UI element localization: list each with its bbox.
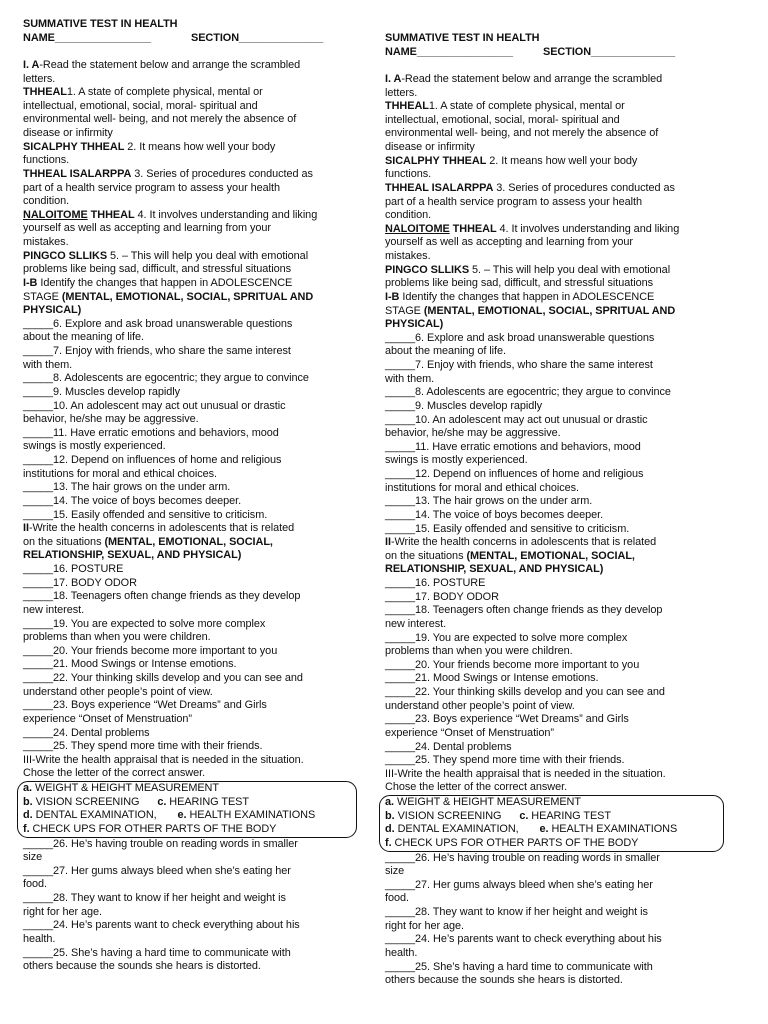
item-2-cont: functions. xyxy=(23,154,70,167)
question-line: health. xyxy=(385,946,418,959)
question-line: _____24. He’s parents want to check everything about his xyxy=(23,919,300,932)
question-line: _____16. POSTURE xyxy=(23,563,124,575)
question-line: _____21. Mood Swings or Intense emotions. xyxy=(23,658,237,671)
question-line: others because the sounds she hears is distorted. xyxy=(385,974,623,987)
question-line: _____8. Adolescents are egocentric; they argue to convince xyxy=(385,386,671,399)
question-line: size xyxy=(23,851,43,864)
part1-instruction-cont: letters. xyxy=(23,72,56,85)
question-line: _____25. She’s having a hard time to communicate with xyxy=(385,960,653,973)
part2-choices-cont: RELATIONSHIP, SEXUAL, AND PHYSICAL) xyxy=(23,549,242,562)
question-line: institutions for moral and ethical choices. xyxy=(385,481,579,494)
question-line: about the meaning of life. xyxy=(23,331,145,344)
choice-b-c: b. VISION SCREENING c. HEARING TEST xyxy=(23,795,249,808)
question-line: size xyxy=(385,865,405,878)
question-line: _____12. Depend on influences of home and religious xyxy=(23,454,282,466)
item-3-cont: part of a health service program to assess your health xyxy=(23,181,280,194)
question-line: _____17. BODY ODOR xyxy=(385,590,499,603)
part2-instruction-cont: on the situations (MENTAL, EMOTIONAL, SOCIAL, xyxy=(385,549,635,562)
question-line: _____12. Depend on influences of home and religious xyxy=(385,468,644,480)
question-line: with them. xyxy=(385,372,435,385)
item-2: SICALPHY THHEAL 2. It means how well your body xyxy=(385,154,638,167)
item-1-cont: environmental well- being, and not merely the absence of xyxy=(385,127,659,140)
item-1: THHEAL1. A state of complete physical, mental or xyxy=(385,100,625,113)
item-3-cont: part of a health service program to assess your health xyxy=(385,195,642,208)
question-line: others because the sounds she hears is distorted. xyxy=(23,960,261,973)
part1-instruction-cont: letters. xyxy=(385,86,418,99)
part1-instruction: I. A-Read the statement below and arrange the scrambled xyxy=(23,58,301,71)
question-line: _____7. Enjoy with friends, who share the same interest xyxy=(385,359,653,371)
name-field: NAME________________ xyxy=(23,31,151,44)
question-line: _____10. An adolescent may act out unusual or drastic xyxy=(23,399,286,412)
question-line: problems than when you were children. xyxy=(23,631,211,644)
part3-instruction-cont: Chose the letter of the correct answer. xyxy=(23,767,206,780)
item-4: NALOITOME THHEAL 4. It involves understanding and liking xyxy=(385,222,680,235)
question-line: _____22. Your thinking skills develop and you can see and xyxy=(385,686,665,698)
choice-f: f. CHECK UPS FOR OTHER PARTS OF THE BODY xyxy=(23,822,277,835)
answer-choices-box xyxy=(379,795,724,852)
item-4-cont: yourself as well as accepting and learning from your xyxy=(23,222,272,235)
question-line: _____19. You are expected to solve more complex xyxy=(23,617,266,630)
item-3: THHEAL ISALARPPA 3. Series of procedures conducted as xyxy=(23,167,313,180)
item-1-cont: intellectual, emotional, social, moral- spiritual and xyxy=(23,99,258,112)
question-line: _____22. Your thinking skills develop and you can see and xyxy=(23,672,303,684)
question-line: _____6. Explore and ask broad unanswerable questions xyxy=(385,331,655,344)
question-line: _____27. Her gums always bleed when she’s eating her xyxy=(385,878,653,891)
question-line: behavior, he/she may be aggressive. xyxy=(385,427,561,440)
item-5-cont: problems like being sad, difficult, and stressful situations xyxy=(385,277,653,290)
question-line: _____19. You are expected to solve more complex xyxy=(385,631,628,644)
question-line: with them. xyxy=(23,358,73,371)
question-line: _____28. They want to know if her height and weight is xyxy=(23,892,286,904)
question-line: _____13. The hair grows on the under arm. xyxy=(23,481,231,494)
item-1-cont: intellectual, emotional, social, moral- spiritual and xyxy=(385,113,620,126)
question-line: understand other people’s point of view. xyxy=(385,699,575,712)
test-copy-left xyxy=(23,18,368,974)
question-line: institutions for moral and ethical choices. xyxy=(23,467,217,480)
part3-instruction-cont: Chose the letter of the correct answer. xyxy=(385,781,568,794)
question-line: _____11. Have erratic emotions and behaviors, mood xyxy=(385,440,641,453)
choice-a: a. WEIGHT & HEIGHT MEASUREMENT xyxy=(23,782,219,794)
spacer xyxy=(23,45,368,59)
item-4-cont: yourself as well as accepting and learning from your xyxy=(385,236,634,249)
part1-instruction: I. A-Read the statement below and arrange the scrambled xyxy=(385,72,663,85)
section-field: SECTION______________ xyxy=(542,45,676,58)
item-5: PINGCO SLLIKS 5. – This will help you deal with emotional xyxy=(23,249,309,262)
part2-instruction: II-Write the health concerns in adolescents that is related xyxy=(385,536,657,549)
test-title: SUMMATIVE TEST IN HEALTH xyxy=(23,18,178,30)
question-line: experience “Onset of Menstruation” xyxy=(23,712,193,725)
question-line: _____25. They spend more time with their friends. xyxy=(385,754,625,767)
question-line: _____17. BODY ODOR xyxy=(23,576,137,589)
question-line: _____15. Easily offended and sensitive to criticism. xyxy=(23,508,268,521)
test-copy-right xyxy=(385,32,730,988)
item-3-cont: condition. xyxy=(385,209,432,222)
item-2-cont: functions. xyxy=(385,168,432,181)
question-line: new interest. xyxy=(23,603,85,616)
item-2: SICALPHY THHEAL 2. It means how well your body xyxy=(23,140,276,153)
part1b-choices-cont: PHYSICAL) xyxy=(23,304,82,317)
question-line: _____16. POSTURE xyxy=(385,577,486,589)
question-line: right for her age. xyxy=(23,905,103,918)
choice-d-e: d. DENTAL EXAMINATION, e. HEALTH EXAMINATIONS xyxy=(23,809,316,822)
name-field: NAME________________ xyxy=(385,45,513,58)
item-1-cont: environmental well- being, and not merely the absence of xyxy=(23,113,297,126)
question-line: _____24. Dental problems xyxy=(23,726,150,739)
spacer xyxy=(385,59,730,73)
question-line: _____20. Your friends become more important to you xyxy=(385,658,640,671)
question-line: _____18. Teenagers often change friends as they develop xyxy=(385,604,663,617)
part1b-instruction: I-B Identify the changes that happen in ADOLESCENCE xyxy=(385,290,655,303)
question-line: _____15. Easily offended and sensitive to criticism. xyxy=(385,522,630,535)
part1b-choices-cont: PHYSICAL) xyxy=(385,318,444,331)
question-line: _____24. He’s parents want to check everything about his xyxy=(385,933,662,946)
name-section-line xyxy=(385,46,730,60)
choice-f: f. CHECK UPS FOR OTHER PARTS OF THE BODY xyxy=(385,836,639,849)
question-line: swings is mostly experienced. xyxy=(23,440,166,453)
question-line: _____21. Mood Swings or Intense emotions. xyxy=(385,672,599,685)
part2-instruction-cont: on the situations (MENTAL, EMOTIONAL, SOCIAL, xyxy=(23,535,273,548)
choice-b-c: b. VISION SCREENING c. HEARING TEST xyxy=(385,809,611,822)
question-line: new interest. xyxy=(385,617,447,630)
question-line: _____23. Boys experience “Wet Dreams” and Girls xyxy=(385,713,629,726)
item-5: PINGCO SLLIKS 5. – This will help you deal with emotional xyxy=(385,263,671,276)
item-5-cont: problems like being sad, difficult, and stressful situations xyxy=(23,263,291,276)
question-line: _____26. He’s having trouble on reading words in smaller xyxy=(23,837,298,850)
question-line: _____23. Boys experience “Wet Dreams” and Girls xyxy=(23,699,267,712)
test-title: SUMMATIVE TEST IN HEALTH xyxy=(385,32,540,44)
item-1-cont: disease or infirmity xyxy=(23,127,113,139)
question-line: _____9. Muscles develop rapidly xyxy=(23,385,181,398)
question-line: _____9. Muscles develop rapidly xyxy=(385,399,543,412)
part3-instruction: III-Write the health appraisal that is needed in the situation. xyxy=(23,753,304,766)
part1b-stage: STAGE (MENTAL, EMOTIONAL, SOCIAL, SPRITUAL AND xyxy=(23,290,314,303)
question-line: _____10. An adolescent may act out unusual or drastic xyxy=(385,413,648,426)
choice-a: a. WEIGHT & HEIGHT MEASUREMENT xyxy=(385,796,581,808)
question-line: _____14. The voice of boys becomes deeper. xyxy=(385,508,604,521)
question-line: _____7. Enjoy with friends, who share the same interest xyxy=(23,345,291,357)
question-line: _____6. Explore and ask broad unanswerable questions xyxy=(23,317,293,330)
name-section-line xyxy=(23,32,368,46)
item-4: NALOITOME THHEAL 4. It involves understanding and liking xyxy=(23,208,318,221)
question-line: food. xyxy=(385,892,409,905)
question-line: _____13. The hair grows on the under arm. xyxy=(385,495,593,508)
question-line: _____25. She’s having a hard time to communicate with xyxy=(23,946,291,959)
question-line: _____8. Adolescents are egocentric; they argue to convince xyxy=(23,372,309,385)
part2-instruction: II-Write the health concerns in adolescents that is related xyxy=(23,522,295,535)
question-line: _____25. They spend more time with their friends. xyxy=(23,740,263,753)
item-3: THHEAL ISALARPPA 3. Series of procedures conducted as xyxy=(385,181,675,194)
question-line: problems than when you were children. xyxy=(385,645,573,658)
question-line: _____11. Have erratic emotions and behaviors, mood xyxy=(23,426,279,439)
question-line: _____26. He’s having trouble on reading words in smaller xyxy=(385,851,660,864)
item-1: THHEAL1. A state of complete physical, mental or xyxy=(23,86,263,99)
question-line: health. xyxy=(23,932,56,945)
question-line: _____18. Teenagers often change friends as they develop xyxy=(23,590,301,603)
item-4-cont: mistakes. xyxy=(385,250,431,262)
part3-instruction: III-Write the health appraisal that is needed in the situation. xyxy=(385,767,666,780)
question-line: _____20. Your friends become more important to you xyxy=(23,644,278,657)
answer-choices-box xyxy=(17,781,357,838)
item-3-cont: condition. xyxy=(23,195,70,208)
question-line: _____24. Dental problems xyxy=(385,740,512,753)
question-line: swings is mostly experienced. xyxy=(385,454,528,467)
question-line: _____14. The voice of boys becomes deeper. xyxy=(23,494,242,507)
choice-d-e: d. DENTAL EXAMINATION, e. HEALTH EXAMINATIONS xyxy=(385,823,678,836)
part2-choices-cont: RELATIONSHIP, SEXUAL, AND PHYSICAL) xyxy=(385,563,604,576)
item-1-cont: disease or infirmity xyxy=(385,141,475,153)
question-line: about the meaning of life. xyxy=(385,345,507,358)
part1b-instruction: I-B Identify the changes that happen in ADOLESCENCE xyxy=(23,276,293,289)
question-line: experience “Onset of Menstruation” xyxy=(385,726,555,739)
question-line: _____27. Her gums always bleed when she’s eating her xyxy=(23,864,291,877)
question-line: food. xyxy=(23,878,47,891)
question-line: behavior, he/she may be aggressive. xyxy=(23,413,199,426)
item-4-cont: mistakes. xyxy=(23,236,69,248)
question-line: _____28. They want to know if her height and weight is xyxy=(385,906,648,918)
question-line: right for her age. xyxy=(385,919,465,932)
question-line: understand other people’s point of view. xyxy=(23,685,213,698)
section-field: SECTION______________ xyxy=(190,31,324,44)
part1b-stage: STAGE (MENTAL, EMOTIONAL, SOCIAL, SPRITUAL AND xyxy=(385,304,676,317)
